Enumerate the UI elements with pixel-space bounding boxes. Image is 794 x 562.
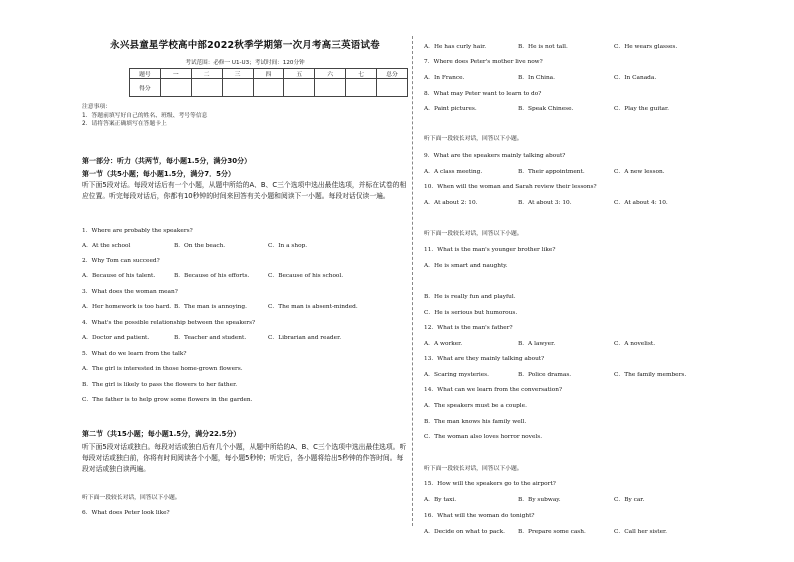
question-stem: 4．What's the possible relationship between the speakers? (82, 320, 256, 326)
answer-option: A．A worker. (424, 341, 463, 347)
question-stem: 9．What are the speakers mainly talking about? (424, 153, 566, 159)
exam-title: 永兴县童星学校高中部2022秋季学期第一次月考高三英语试卷 (110, 40, 380, 51)
answer-option: C．In a shop. (268, 243, 308, 249)
section1-title: 第一节（共5小题；每小题1.5分，满分7．5分） (82, 170, 236, 178)
column-divider (412, 36, 413, 526)
answer-option: C．He is serious but humorous. (424, 310, 518, 316)
answer-option: B．A lawyer. (518, 341, 556, 347)
answer-option: A．At the school (82, 243, 131, 249)
score-header-cell: 二 (191, 69, 222, 79)
answer-option: A．The girl is interested in those home-grown flowers. (82, 366, 243, 372)
answer-option: A．He is smart and naughty. (424, 263, 508, 269)
score-header-cell: 四 (253, 69, 284, 79)
answer-option: A．The speakers must be a couple. (424, 403, 527, 409)
score-header-cell: 五 (284, 69, 315, 79)
answer-option: C．In Canada. (614, 75, 657, 81)
answer-option: B．He is not tall. (518, 44, 568, 50)
score-header-cell: 总分 (377, 69, 408, 79)
answer-option: B．The man knows his family well. (424, 419, 527, 425)
section2-title: 第二节（共15小题；每小题1.5分，满分22.5分） (82, 430, 241, 438)
part1-title: 第一部分：听力（共两节，每小题1.5分，满分30分） (82, 157, 252, 165)
score-value-row (130, 79, 408, 97)
question-stem: 12．What is the man's father? (424, 325, 513, 331)
answer-option: A．A class meeting. (424, 169, 483, 175)
answer-option: B．By subway. (518, 497, 561, 503)
answer-option: B．On the beach. (174, 243, 226, 249)
answer-option: C．Because of his school. (268, 273, 344, 279)
question-stem: 11．What is the man's younger brother like? (424, 247, 556, 253)
notice-title: 注意事项： (82, 104, 111, 110)
question-stem: 14．What can we learn from the conversation? (424, 387, 563, 393)
question-stem: 8．What may Peter want to learn to do? (424, 91, 542, 97)
answer-option: C．The man is absent-minded. (268, 304, 358, 310)
answer-option: A．He has curly hair. (424, 44, 487, 50)
listen-note: 听下面一段较长对话，回答以下小题。 (82, 495, 181, 501)
question-stem: 5．What do we learn from the talk? (82, 351, 187, 357)
answer-option: C．Librarian and reader. (268, 335, 342, 341)
score-value-cell (315, 79, 346, 97)
answer-option: A．Doctor and patient. (82, 335, 150, 341)
answer-option: C．The family members. (614, 372, 687, 378)
listen-note: 听下面一段较长对话，回答以下小题。 (424, 136, 523, 142)
answer-option: A．Paint pictures. (424, 106, 477, 112)
answer-option: A．By taxi. (424, 497, 457, 503)
score-header-cell: 七 (346, 69, 377, 79)
answer-option: C．A new lesson. (614, 169, 665, 175)
answer-option: C．At about 4: 10. (614, 200, 668, 206)
score-header-cell: 六 (315, 69, 346, 79)
answer-option: B．Prepare some cash. (518, 529, 586, 535)
score-value-cell (160, 79, 191, 97)
answer-option: B．Teacher and student. (174, 335, 247, 341)
answer-option: C．Call her sister. (614, 529, 667, 535)
answer-option: A．Because of his talent. (82, 273, 156, 279)
score-table (129, 68, 408, 97)
answer-option: C．By car. (614, 497, 645, 503)
answer-option: C．The father is to help grow some flowers in the garden. (82, 397, 253, 403)
answer-option: B．Their appointment. (518, 169, 585, 175)
score-value-cell (284, 79, 315, 97)
answer-option: A．In France. (424, 75, 465, 81)
score-value-cell (222, 79, 253, 97)
listen-note: 听下面一段较长对话，回答以下小题。 (424, 466, 523, 472)
listen-note: 听下面一段较长对话，回答以下小题。 (424, 231, 523, 237)
notice (82, 103, 207, 129)
question-stem: 2．Why Tom can succeed? (82, 258, 160, 264)
question-stem: 3．What does the woman mean? (82, 289, 178, 295)
answer-option: C．The woman also loves horror novels. (424, 434, 543, 440)
question-stem: 13．What are they mainly talking about? (424, 356, 545, 362)
question-stem: 7．Where does Peter's mother live now? (424, 59, 543, 65)
answer-option: A．Scaring mysteries. (424, 372, 489, 378)
answer-option: C．Play the guitar. (614, 106, 669, 112)
score-header-cell: 题号 (130, 69, 161, 79)
question-stem: 10．When will the woman and Sarah review their lessons? (424, 184, 597, 190)
section2-instructions: 听下面5段对话或独白。每段对话或独白后有几个小题，从题中所给的A、B、C三个选项中选出最佳选项。听每段对话或独白前，你将有时间阅读各个小题，每小题5秒钟；听完后，各小题将给出5秒钟的作答时间。每段对话或独白读两遍。 (82, 443, 407, 473)
score-value-cell (377, 79, 408, 97)
score-value-cell (346, 79, 377, 97)
answer-option: A．Her homework is too hard. (82, 304, 172, 310)
score-value-cell (253, 79, 284, 97)
score-header-row (130, 69, 408, 79)
exam-info: 考试范围：必修一 U1-U3；考试时间：120分钟 (185, 60, 305, 66)
answer-option: B．Because of his efforts. (174, 273, 250, 279)
answer-option: B．Police dramas. (518, 372, 572, 378)
score-header-cell: 三 (222, 69, 253, 79)
answer-option: B．At about 3: 10. (518, 200, 572, 206)
answer-option: B．Speak Chinese. (518, 106, 574, 112)
answer-option: B．The girl is likely to pass the flowers to her father. (82, 381, 238, 388)
question-stem: 1．Where are probably the speakers? (82, 228, 193, 234)
answer-option: B．He is really fun and playful. (424, 294, 516, 300)
answer-option: B．In China. (518, 75, 555, 81)
notice-item: 2．请将答案正确填写在答题卡上 (82, 121, 167, 128)
question-stem: 6．What does Peter look like? (82, 510, 170, 516)
answer-option: C．A novelist. (614, 341, 656, 347)
notice-item: 1．答题前填写好自己的姓名、班级、考号等信息 (82, 112, 208, 119)
score-value-cell (191, 79, 222, 97)
answer-option: A．At about 2: 10. (424, 200, 478, 206)
section1-instructions: 听下面5段对话。每段对话后有一个小题，从题中所给的A、B、C三个选项中选出最佳选项，并标在试卷的相应位置。听完每段对话后，你都有10秒钟的时间来回答有关小题和阅读下一小题。每段对话仅读一遍。 (82, 181, 407, 200)
answer-option: A．Decide on what to pack. (424, 529, 505, 535)
score-value-cell: 得分 (130, 79, 161, 97)
answer-option: B．The man is annoying. (174, 304, 247, 310)
answer-option: C．He wears glasses. (614, 44, 678, 50)
question-stem: 16．What will the woman do tonight? (424, 513, 535, 519)
question-stem: 15．How will the speakers go to the airport? (424, 481, 556, 487)
score-header-cell: 一 (160, 69, 191, 79)
